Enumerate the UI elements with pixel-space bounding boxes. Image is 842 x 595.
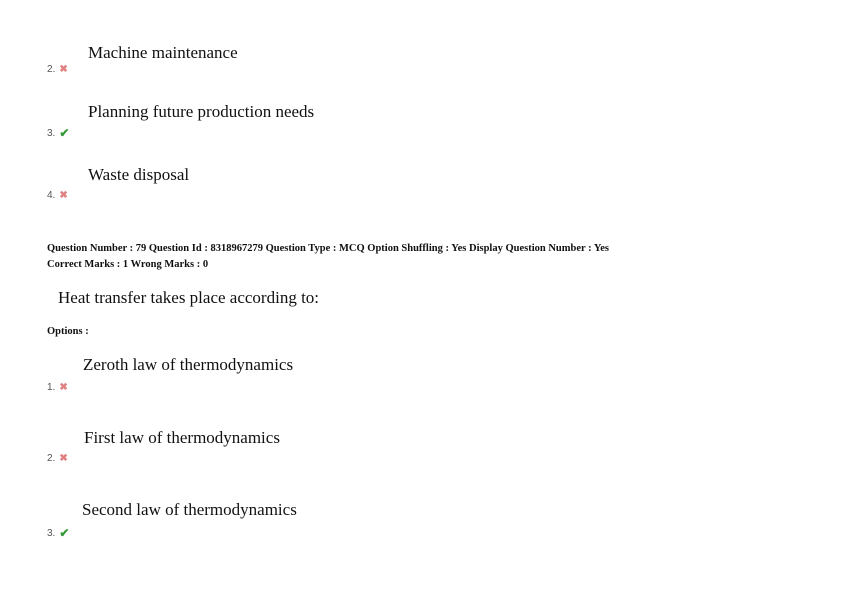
marks-meta: Correct Marks : 1 Wrong Marks : 0 bbox=[47, 259, 209, 270]
option-number bbox=[47, 64, 68, 75]
option-number bbox=[47, 190, 68, 201]
option-text: Planning future production needs bbox=[88, 102, 315, 121]
correct-check-icon: ✔ bbox=[59, 126, 70, 140]
option-number-label: 4. bbox=[47, 190, 56, 201]
options-label: Options : bbox=[47, 326, 89, 337]
option-number bbox=[47, 382, 68, 393]
option-number-label: 3. bbox=[47, 127, 56, 139]
option-number-label: 2. bbox=[47, 64, 56, 75]
wrong-mark-icon: ✖ bbox=[59, 190, 68, 201]
question-text: Heat transfer takes place according to: bbox=[58, 288, 320, 307]
wrong-mark-icon: ✖ bbox=[59, 64, 68, 75]
wrong-mark-icon: ✖ bbox=[59, 453, 68, 464]
option-text: Waste disposal bbox=[88, 165, 190, 184]
question-meta: Question Number : 79 Question Id : 8318967279 Question Type : MCQ Option Shuffling : Yes Display Question Number : Yes bbox=[47, 243, 610, 254]
option-number-label: 1. bbox=[47, 382, 56, 393]
correct-check-icon: ✔ bbox=[59, 526, 70, 540]
option-text: Second law of thermodynamics bbox=[82, 500, 297, 519]
option-number-label: 2. bbox=[47, 453, 56, 464]
option-text: Zeroth law of thermodynamics bbox=[83, 355, 294, 374]
option-number bbox=[47, 126, 69, 140]
option-text: First law of thermodynamics bbox=[84, 428, 280, 447]
option-text: Machine maintenance bbox=[88, 43, 238, 62]
option-number bbox=[47, 526, 69, 540]
option-number bbox=[47, 453, 68, 464]
wrong-mark-icon: ✖ bbox=[59, 382, 68, 393]
option-number-label: 3. bbox=[47, 527, 56, 539]
